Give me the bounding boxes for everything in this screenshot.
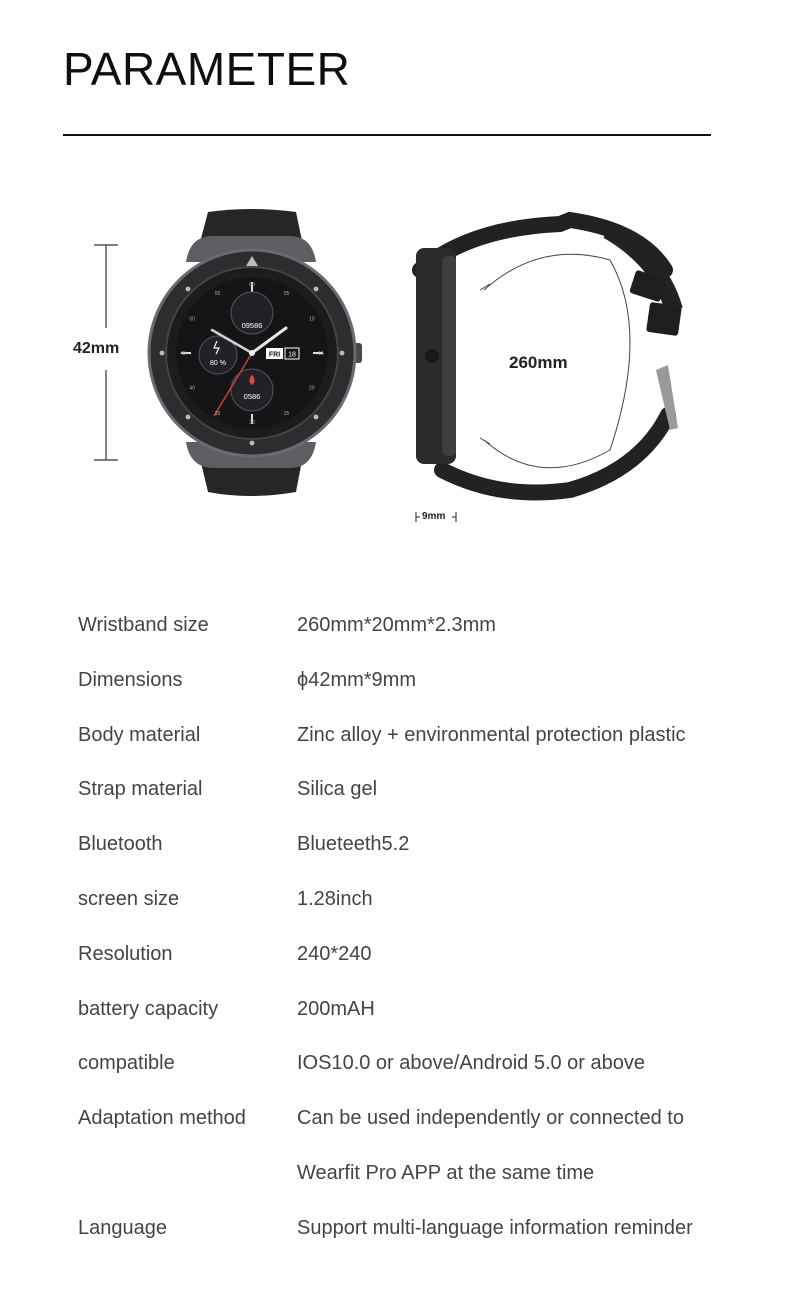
bezel-number: 35 [214,410,221,417]
spec-value: Support multi-language information reminder [297,1216,693,1239]
strap-length-label: 260mm [509,353,568,372]
spec-value: Silica gel [297,778,378,801]
spec-value: 260mm*20mm*2.3mm [297,614,496,636]
spec-row [78,982,758,1037]
bezel-number: 25 [283,410,290,417]
spec-row [78,708,758,763]
spec-label: Body material [78,723,201,746]
spec-label: Adaptation method [78,1107,246,1130]
product-illustration [0,200,800,540]
spec-value: Blueteeth5.2 [297,833,410,856]
spec-row [78,653,758,708]
thickness-label: 9mm [422,511,446,522]
spec-value: Zinc alloy + environmental protection plastic [297,723,686,746]
spec-label: Wristband size [78,614,209,636]
title-divider [63,134,711,136]
spec-value: 200mAH [297,997,375,1020]
spec-row [78,762,758,817]
front-watch [149,209,362,496]
spec-row [78,1091,758,1201]
spec-label: battery capacity [78,997,219,1020]
spec-row [78,817,758,872]
spec-label: Bluetooth [78,833,163,856]
steps-value: 09586 [241,321,263,330]
spec-label: screen size [78,887,180,910]
spec-value: Wearfit Pro APP at the same time [297,1161,595,1184]
spec-value: 1.28inch [297,887,373,910]
page-title: PARAMETER [63,43,351,95]
spec-value: ϕ42mm*9mm [297,668,416,691]
spec-label: Resolution [78,942,173,965]
bezel-number: 40 [189,385,195,392]
day-value: FRI [268,351,281,359]
spec-row [78,927,758,982]
spec-value: 240*240 [297,942,372,965]
date-value: 18 [288,351,296,359]
spec-value: Can be used independently or connected to [297,1107,684,1130]
bezel-number: 05 [283,291,290,298]
bezel-number: 30 [249,420,255,426]
bezel-number: 50 [189,316,195,323]
spec-row [78,1201,758,1256]
spec-row [78,872,758,927]
spec-value: IOS10.0 or above/Android 5.0 or above [297,1052,646,1075]
spec-label: Strap material [78,778,203,801]
spec-row [78,598,758,653]
spec-table [78,598,758,1256]
diameter-label: 42mm [73,340,120,357]
spec-row [78,1036,758,1091]
spec-label: compatible [78,1052,175,1075]
bezel-number: 45 [180,351,186,357]
bezel-number: 55 [214,291,221,298]
bezel-number: 20 [309,385,315,392]
bezel-number: 60 [249,282,255,288]
spec-label: Dimensions [78,668,183,691]
bezel-number: 15 [318,351,324,357]
heart-rate-value: 0586 [243,392,261,401]
spec-label: Language [78,1216,167,1239]
bezel-number: 10 [309,316,315,323]
battery-value: 80 % [210,360,226,367]
watch-drawing [0,200,800,540]
